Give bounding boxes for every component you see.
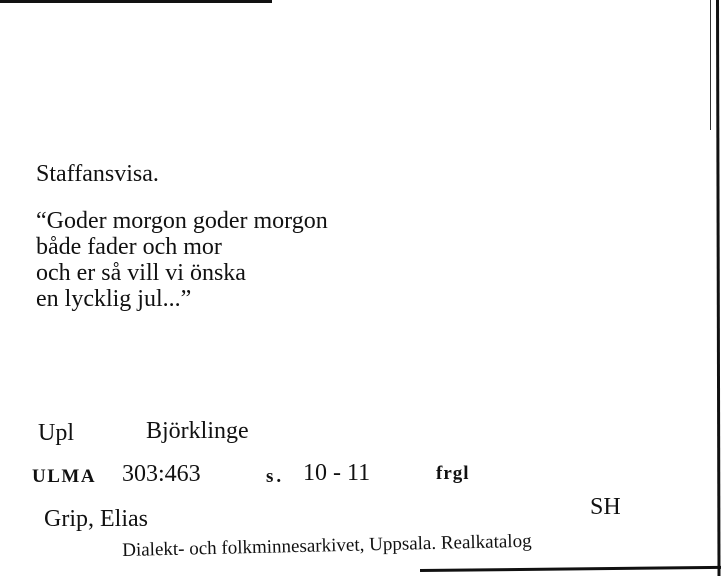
form-code: frgl bbox=[436, 463, 470, 484]
archivist-initials: SH bbox=[590, 494, 621, 520]
card-right-edge bbox=[716, 0, 721, 576]
card-top-edge bbox=[0, 0, 272, 3]
card-right-inner-edge bbox=[710, 0, 711, 130]
verse-line: en lycklig jul...” bbox=[36, 286, 192, 312]
page-range: 10 - 11 bbox=[303, 460, 371, 486]
collector-name: Grip, Elias bbox=[44, 506, 148, 532]
parish-label: Björklinge bbox=[146, 418, 249, 444]
verse-block bbox=[36, 208, 328, 312]
page-prefix: s. bbox=[266, 466, 285, 487]
verse-line: både fader och mor bbox=[36, 234, 222, 260]
verse-line: och er så vill vi önska bbox=[36, 260, 246, 286]
archive-number: 303:463 bbox=[122, 461, 201, 487]
card-bottom-edge bbox=[420, 566, 721, 572]
song-title: Staffansvisa. bbox=[36, 161, 159, 187]
archive-footer: Dialekt- och folkminnesarkivet, Uppsala. Realkatalog bbox=[122, 530, 532, 561]
verse-line: “Goder morgon goder morgon bbox=[36, 208, 328, 234]
region-label: Upl bbox=[38, 420, 74, 446]
archive-code: ULMA bbox=[32, 466, 97, 487]
